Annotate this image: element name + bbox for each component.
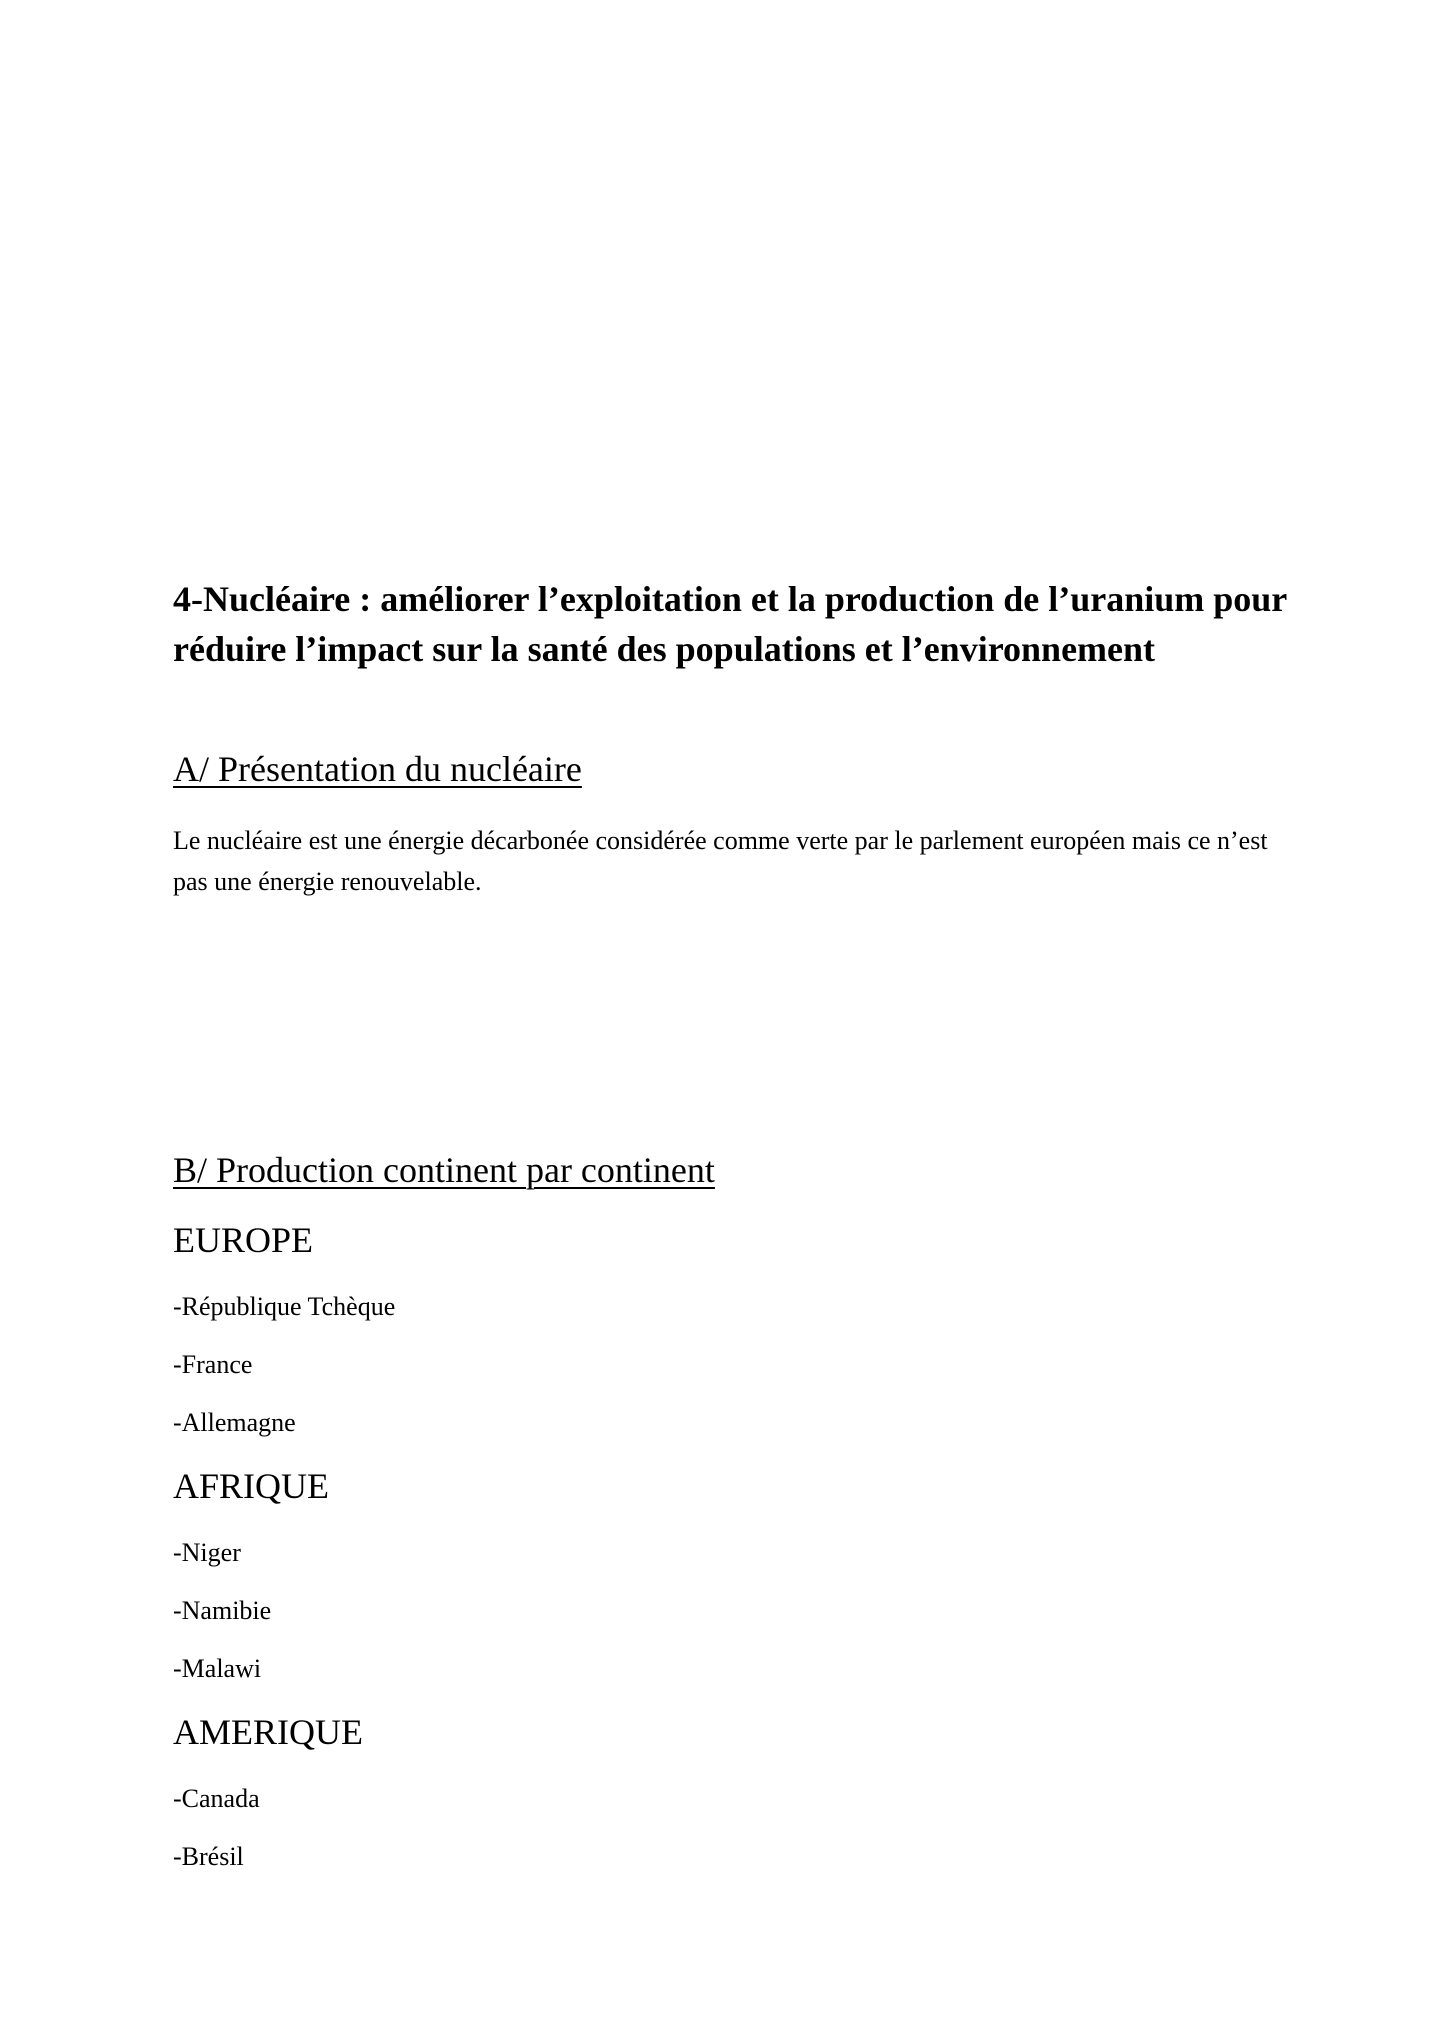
continent-heading-europe: EUROPE xyxy=(173,1220,314,1260)
section-a-paragraph: Le nucléaire est une énergie décarbonée considérée comme verte par le parlement européen mais ce n’est pas une énergie renouvelable. xyxy=(173,826,1268,896)
document-title: 4-Nucléaire : améliorer l’exploitation et la production de l’uranium pour réduire l’impact sur la santé des populations et l’environnement xyxy=(173,579,1287,669)
country-item: -Malawi xyxy=(173,1654,262,1683)
country-item: -Namibie xyxy=(173,1596,272,1625)
section-a-heading: A/ Présentation du nucléaire xyxy=(173,749,582,789)
country-item: -Canada xyxy=(173,1784,260,1813)
country-item: -Brésil xyxy=(173,1842,244,1871)
country-item: -République Tchèque xyxy=(173,1292,396,1321)
country-item: -France xyxy=(173,1350,253,1379)
country-item: -Niger xyxy=(173,1538,241,1567)
continent-heading-afrique: AFRIQUE xyxy=(173,1466,330,1506)
continent-heading-amerique: AMERIQUE xyxy=(173,1712,363,1752)
country-item: -Allemagne xyxy=(173,1408,296,1437)
section-b-heading: B/ Production continent par continent xyxy=(173,1150,715,1190)
